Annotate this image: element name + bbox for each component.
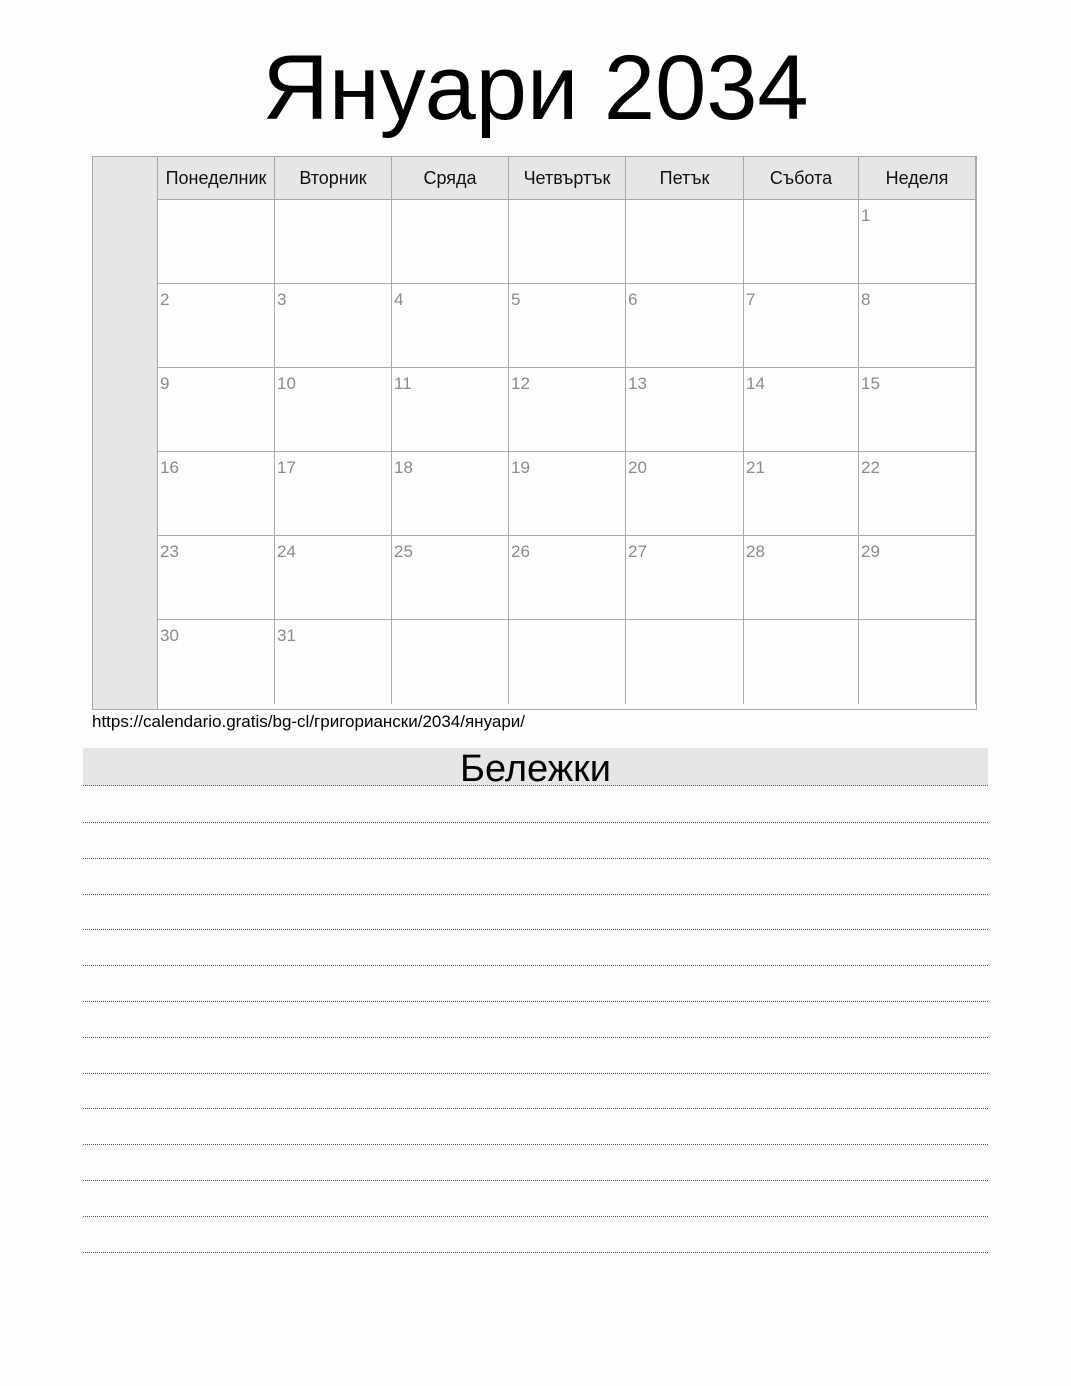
day-number: 25 — [394, 542, 413, 561]
day-cell[interactable] — [275, 536, 392, 620]
day-cell[interactable] — [509, 284, 626, 368]
note-line[interactable] — [83, 858, 988, 859]
note-line[interactable] — [83, 1037, 988, 1038]
day-number: 29 — [861, 542, 880, 561]
day-number: 2 — [160, 290, 170, 309]
day-cell[interactable] — [859, 200, 976, 284]
day-cell[interactable] — [275, 284, 392, 368]
weekday-header: Четвъртък — [509, 157, 626, 200]
note-line[interactable] — [83, 822, 988, 823]
day-cell[interactable] — [158, 452, 275, 536]
day-number: 23 — [160, 542, 179, 561]
day-cell[interactable] — [859, 368, 976, 452]
note-line[interactable] — [83, 929, 988, 930]
day-number: 22 — [861, 458, 880, 477]
note-line[interactable] — [83, 1001, 988, 1002]
day-cell[interactable] — [626, 200, 744, 284]
day-number: 14 — [746, 374, 765, 393]
day-number: 8 — [861, 290, 871, 309]
day-number: 20 — [628, 458, 647, 477]
day-cell[interactable] — [158, 200, 275, 284]
day-cell[interactable] — [158, 536, 275, 620]
day-number: 17 — [277, 458, 296, 477]
day-number: 24 — [277, 542, 296, 561]
note-line[interactable] — [83, 1252, 988, 1253]
calendar-grid — [92, 156, 977, 710]
day-number: 3 — [277, 290, 287, 309]
day-number: 26 — [511, 542, 530, 561]
day-cell[interactable] — [158, 620, 275, 704]
day-cell[interactable] — [509, 452, 626, 536]
day-number: 18 — [394, 458, 413, 477]
day-cell[interactable] — [859, 536, 976, 620]
day-cell[interactable] — [275, 452, 392, 536]
day-number: 19 — [511, 458, 530, 477]
day-cell[interactable] — [626, 620, 744, 704]
day-number: 6 — [628, 290, 638, 309]
day-cell[interactable] — [626, 368, 744, 452]
day-cell[interactable] — [158, 284, 275, 368]
day-number: 4 — [394, 290, 404, 309]
day-number: 15 — [861, 374, 880, 393]
day-number: 16 — [160, 458, 179, 477]
notes-heading: Бележки — [83, 748, 988, 786]
day-number: 21 — [746, 458, 765, 477]
day-cell[interactable] — [744, 620, 859, 704]
day-number: 9 — [160, 374, 170, 393]
day-cell[interactable] — [859, 452, 976, 536]
weekday-header: Неделя — [859, 157, 976, 200]
week-number-column — [93, 157, 158, 709]
weekday-header: Вторник — [275, 157, 392, 200]
day-number: 30 — [160, 626, 179, 645]
note-line[interactable] — [83, 1180, 988, 1181]
note-line[interactable] — [83, 1108, 988, 1109]
weekday-header: Сряда — [392, 157, 509, 200]
note-line[interactable] — [83, 894, 988, 895]
day-cell[interactable] — [509, 200, 626, 284]
day-cell[interactable] — [744, 200, 859, 284]
day-number: 31 — [277, 626, 296, 645]
day-cell[interactable] — [509, 620, 626, 704]
day-number: 7 — [746, 290, 756, 309]
day-number: 13 — [628, 374, 647, 393]
source-url[interactable]: https://calendario.gratis/bg-cl/григориански/2034/януари/ — [92, 712, 526, 731]
weekday-header: Понеделник — [158, 157, 275, 200]
day-cell[interactable] — [275, 620, 392, 704]
day-cell[interactable] — [158, 368, 275, 452]
note-line[interactable] — [83, 965, 988, 966]
day-number: 28 — [746, 542, 765, 561]
day-cell[interactable] — [744, 368, 859, 452]
day-cell[interactable] — [626, 536, 744, 620]
day-number: 10 — [277, 374, 296, 393]
day-cell[interactable] — [626, 284, 744, 368]
weekday-header: Петък — [626, 157, 744, 200]
day-cell[interactable] — [392, 284, 509, 368]
day-cell[interactable] — [392, 620, 509, 704]
day-number: 1 — [861, 206, 871, 225]
day-cell[interactable] — [509, 536, 626, 620]
note-line[interactable] — [83, 1216, 988, 1217]
day-number: 27 — [628, 542, 647, 561]
day-number: 5 — [511, 290, 521, 309]
day-cell[interactable] — [744, 536, 859, 620]
day-cell[interactable] — [392, 368, 509, 452]
day-cell[interactable] — [859, 620, 976, 704]
day-number: 12 — [511, 374, 530, 393]
weekday-header: Събота — [744, 157, 859, 200]
day-cell[interactable] — [392, 452, 509, 536]
day-cell[interactable] — [509, 368, 626, 452]
day-number: 11 — [394, 374, 412, 393]
day-cell[interactable] — [275, 200, 392, 284]
day-cell[interactable] — [859, 284, 976, 368]
day-cell[interactable] — [275, 368, 392, 452]
note-line[interactable] — [83, 1144, 988, 1145]
day-cell[interactable] — [392, 536, 509, 620]
day-cell[interactable] — [744, 284, 859, 368]
page-title: Януари 2034 — [262, 37, 809, 139]
note-line[interactable] — [83, 1073, 988, 1074]
day-cell[interactable] — [626, 452, 744, 536]
day-cell[interactable] — [392, 200, 509, 284]
day-cell[interactable] — [744, 452, 859, 536]
